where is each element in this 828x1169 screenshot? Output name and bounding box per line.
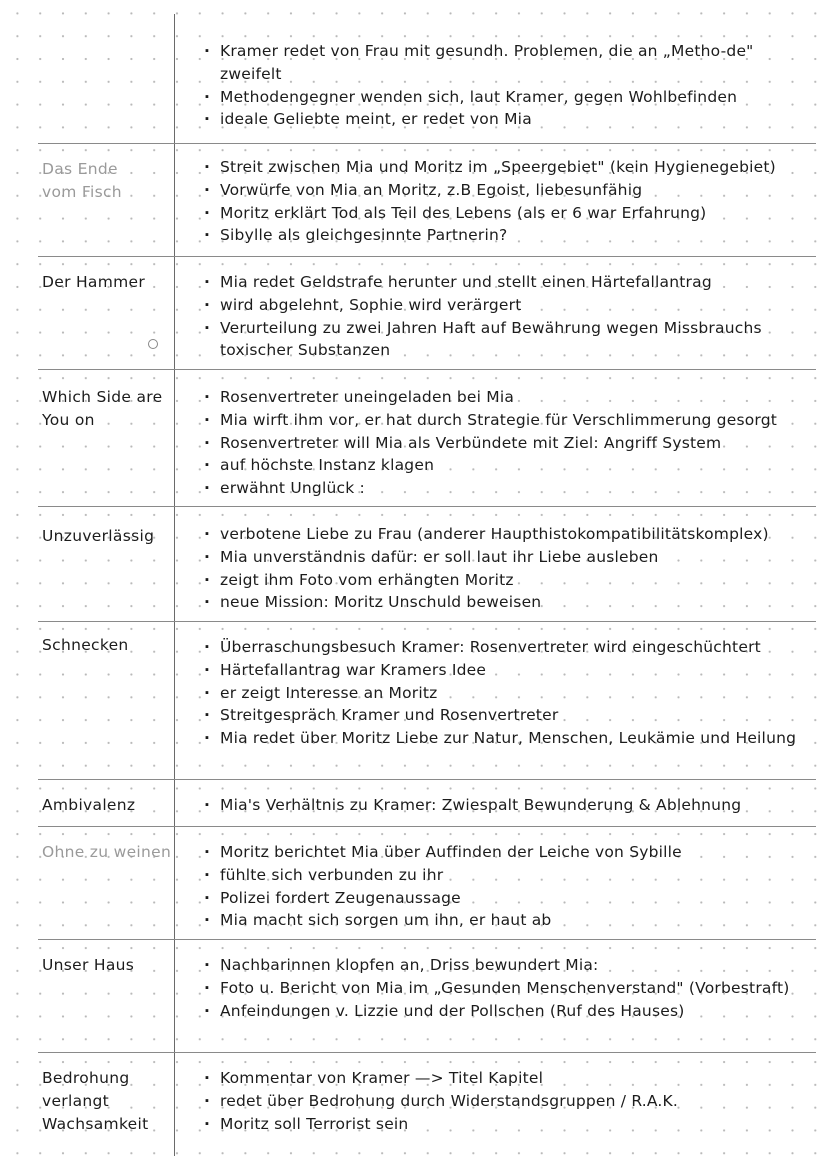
section-title bbox=[42, 954, 172, 977]
bullet-list bbox=[200, 794, 816, 817]
title-line: Unzuverlässig bbox=[42, 527, 155, 545]
bullet-item: · wird abgelehnt, Sophie wird verärgert bbox=[200, 294, 816, 317]
section-which-side-are-you-on bbox=[38, 369, 816, 504]
bullet-item: · Moritz soll Terrorist sein bbox=[200, 1113, 816, 1136]
section-unzuverlaessig bbox=[38, 506, 816, 619]
bullet-item: · Moritz erklärt Tod als Teil des Lebens (als er 6 war Erfahrung) bbox=[200, 202, 816, 225]
bullet-list bbox=[200, 271, 816, 362]
title-line: Which Side are bbox=[42, 388, 163, 406]
title-line: Ohne zu weinen bbox=[42, 843, 172, 861]
bullet-item: · Moritz berichtet Mia über Auffinden der Leiche von Sybille bbox=[200, 841, 816, 864]
section-title bbox=[42, 634, 172, 657]
section-title bbox=[42, 1067, 172, 1136]
bullet-item: · Polizei fordert Zeugenaussage bbox=[200, 887, 816, 910]
section-ambivalenz bbox=[38, 779, 816, 824]
bullet-list bbox=[200, 40, 816, 131]
section-schnecken bbox=[38, 621, 816, 777]
bullet-item: · redet über Bedrohung durch Widerstandsgruppen / R.A.K. bbox=[200, 1090, 816, 1113]
section-der-hammer bbox=[38, 256, 816, 367]
bullet-item: · zeigt ihm Foto vom erhängten Moritz bbox=[200, 569, 816, 592]
bullet-item: · auf höchste Instanz klagen bbox=[200, 454, 816, 477]
bullet-list bbox=[200, 523, 816, 614]
title-line: Bedrohung bbox=[42, 1069, 130, 1087]
bullet-item: · Anfeindungen v. Lizzie und der Pollschen (Ruf des Hauses) bbox=[200, 1000, 816, 1023]
section-unser-haus bbox=[38, 939, 816, 1050]
bullet-item: · Mia redet über Moritz Liebe zur Natur, Menschen, Leukämie und Heilung bbox=[200, 727, 816, 750]
title-line: Unser Haus bbox=[42, 956, 135, 974]
bullet-item: · Überraschungsbesuch Kramer: Rosenvertreter wird eingeschüchtert bbox=[200, 636, 816, 659]
bullet-item: · er zeigt Interesse an Moritz bbox=[200, 682, 816, 705]
title-line: Das Ende bbox=[42, 160, 118, 178]
circle-doodle-icon bbox=[148, 339, 158, 349]
bullet-item: · Mia wirft ihm vor, er hat durch Strategie für Verschlimmerung gesorgt bbox=[200, 409, 816, 432]
section-das-ende-vom-fisch bbox=[38, 143, 816, 254]
section-bedrohung-verlangt-wachsamkeit bbox=[38, 1052, 816, 1157]
bullet-item: · neue Mission: Moritz Unschuld beweisen bbox=[200, 591, 816, 614]
bullet-list bbox=[200, 954, 816, 1022]
section-0 bbox=[38, 40, 816, 140]
title-line: Ambivalenz bbox=[42, 796, 136, 814]
bullet-item: · Härtefallantrag war Kramers Idee bbox=[200, 659, 816, 682]
bullet-item: · Streit zwischen Mia und Moritz im „Speergebiet" (kein Hygienegebiet) bbox=[200, 156, 816, 179]
section-title bbox=[42, 841, 172, 864]
section-title bbox=[42, 794, 172, 817]
bullet-item: · Mia redet Geldstrafe herunter und stellt einen Härtefallantrag bbox=[200, 271, 816, 294]
bullet-item: · Vorwürfe von Mia an Moritz, z.B Egoist, liebesunfähig bbox=[200, 179, 816, 202]
bullet-item: · fühlte sich verbunden zu ihr bbox=[200, 864, 816, 887]
bullet-item: · verbotene Liebe zu Frau (anderer Haupthistokompatibilitätskomplex) bbox=[200, 523, 816, 546]
bullet-item: · Verurteilung zu zwei Jahren Haft auf Bewährung wegen Missbrauchs toxischer Substanzen bbox=[200, 317, 816, 363]
bullet-list bbox=[200, 386, 816, 500]
bullet-item: · Streitgespräch Kramer und Rosenvertreter bbox=[200, 704, 816, 727]
title-line: vom Fisch bbox=[42, 183, 122, 201]
bullet-item: · Kramer redet von Frau mit gesundh. Problemen, die an „Metho-de" zweifelt bbox=[200, 40, 816, 86]
bullet-list bbox=[200, 156, 816, 247]
bullet-item: · Nachbarinnen klopfen an, Driss bewundert Mia: bbox=[200, 954, 816, 977]
bullet-item: · Mia unverständnis dafür: er soll laut ihr Liebe ausleben bbox=[200, 546, 816, 569]
bullet-item: · Methodengegner wenden sich, laut Kramer, gegen Wohlbefinden bbox=[200, 86, 816, 109]
bullet-item: · Kommentar von Kramer —> Titel Kapitel bbox=[200, 1067, 816, 1090]
bullet-item: · Foto u. Bericht von Mia im „Gesunden Menschenverstand" (Vorbestraft) bbox=[200, 977, 816, 1000]
section-title bbox=[42, 271, 172, 294]
bullet-item: · Rosenvertreter will Mia als Verbündete mit Ziel: Angriff System bbox=[200, 432, 816, 455]
title-line: You on bbox=[42, 411, 95, 429]
bullet-item: · Rosenvertreter uneingeladen bei Mia bbox=[200, 386, 816, 409]
bullet-item: · ideale Geliebte meint, er redet von Mia bbox=[200, 108, 816, 131]
section-title bbox=[42, 525, 172, 548]
bullet-item: · Mia's Verhältnis zu Kramer: Zwiespalt Bewunderung & Ablehnung bbox=[200, 794, 816, 817]
section-ohne-zu-weinen bbox=[38, 826, 816, 937]
section-title bbox=[42, 158, 172, 204]
bullet-list bbox=[200, 636, 816, 750]
title-line: Schnecken bbox=[42, 636, 129, 654]
bullet-item: · erwähnt Unglück : bbox=[200, 477, 816, 500]
title-line: Der Hammer bbox=[42, 273, 146, 291]
bullet-item: · Sibylle als gleichgesinnte Partnerin? bbox=[200, 224, 816, 247]
title-line: Wachsamkeit bbox=[42, 1115, 149, 1133]
bullet-list bbox=[200, 1067, 816, 1135]
title-line: verlangt bbox=[42, 1092, 110, 1110]
section-title bbox=[42, 386, 172, 432]
bullet-item: · Mia macht sich sorgen um ihn, er haut ab bbox=[200, 909, 816, 932]
bullet-list bbox=[200, 841, 816, 932]
